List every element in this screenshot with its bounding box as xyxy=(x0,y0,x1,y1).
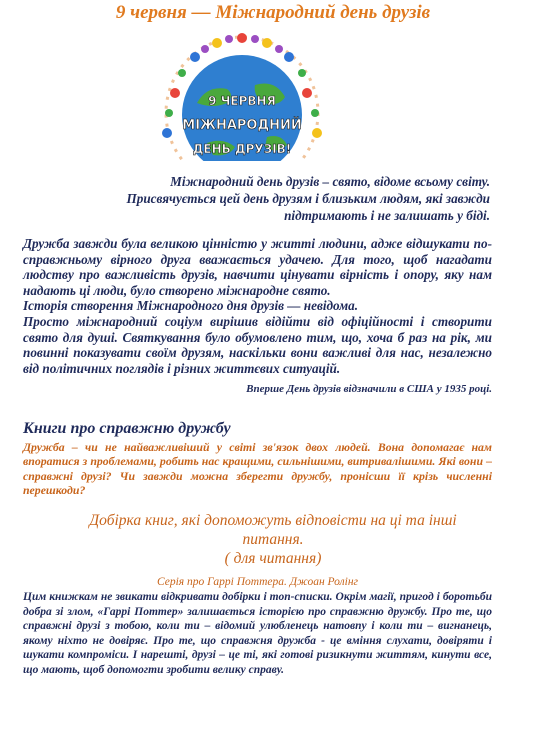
selection-line: ( для читання) xyxy=(224,550,322,567)
paragraph: Історія створення Міжнародного дня друзів — невідома. xyxy=(23,298,359,314)
image-line-2: МІЖНАРОДНИЙ xyxy=(182,118,302,133)
series-title: Серія про Гаррі Поттера. Джоан Ролінг xyxy=(156,576,359,588)
intro-line: підтримають і не залишать у біді. xyxy=(284,208,490,223)
usa-note: Вперше День друзів відзначили в США у 1935 році. xyxy=(246,383,492,395)
selection-line: питання. xyxy=(242,531,304,548)
intro-line: Міжнародний день друзів – свято, відоме всьому світу. xyxy=(170,174,490,189)
image-line-1: 9 ЧЕРВНЯ xyxy=(208,94,276,108)
body-text xyxy=(23,236,492,376)
intro-line: Присвячується цей день друзям і близьким людям, які завжди xyxy=(126,191,490,206)
series-description: Цим книжкам не звикати відкривати добірки і топ-списки. Окрім магії, пригод і боротьби добра зі злом, «Гаррі Поттер» залишається історією про справжню дружбу. Про те, що справжні друзі з тобою, коли ти – відомий улюбленець натовпу і коли ти – вигнанець, якому ніхто не довіряє. Про те, що справжня дружба - це вміння слухати, довіряти і шукати компроміси. І нарешті, друзі – це ті, які готові ризикнути життям, кинути все, що мають, щоб допомогти зробити велику справу. xyxy=(23,591,492,676)
paragraph: Просто міжнародний соціум вирішив відійти від офіційності і створити свято для душі. Святкування було обумовлено тим, що, хоча б раз на рік, ми повинні показувати своїм друзям, наскільки вони важливі для нас, незалежно від політичних поглядів і різних життєвих ситуацій. xyxy=(23,313,492,376)
books-intro: Дружба – чи не найважливіший у світі зв'язок двох людей. Вона допомагає нам впоратися з проблемами, робить нас кращими, сильнішими, витривалішими. Які вони – справжні друзі? Чи завжди можна зберегти дружбу, пронісши її крізь численні перешкоди? xyxy=(23,440,492,498)
globe-image xyxy=(157,33,327,161)
books-heading: Книги про справжню дружбу xyxy=(23,420,231,437)
intro-block xyxy=(70,173,490,224)
page-title: 9 червня — Міжнародний день друзів xyxy=(115,2,431,23)
paragraph: Дружба завжди була великою цінністю у житті людини, адже відшукати по-справжньому вірного друга вважається удачею. Для того, щоб нагадати людству про важливість друзів, навчити цінувати вірність і опору, яку нам надають ці люди, було створено міжнародне свято. xyxy=(23,236,492,298)
image-line-3: ДЕНЬ ДРУЗІВ! xyxy=(192,142,292,156)
friendship-day-illustration xyxy=(157,33,327,161)
selection-heading xyxy=(23,511,523,568)
selection-line: Добірка книг, які допоможуть відповісти на ці та інші xyxy=(89,512,457,529)
